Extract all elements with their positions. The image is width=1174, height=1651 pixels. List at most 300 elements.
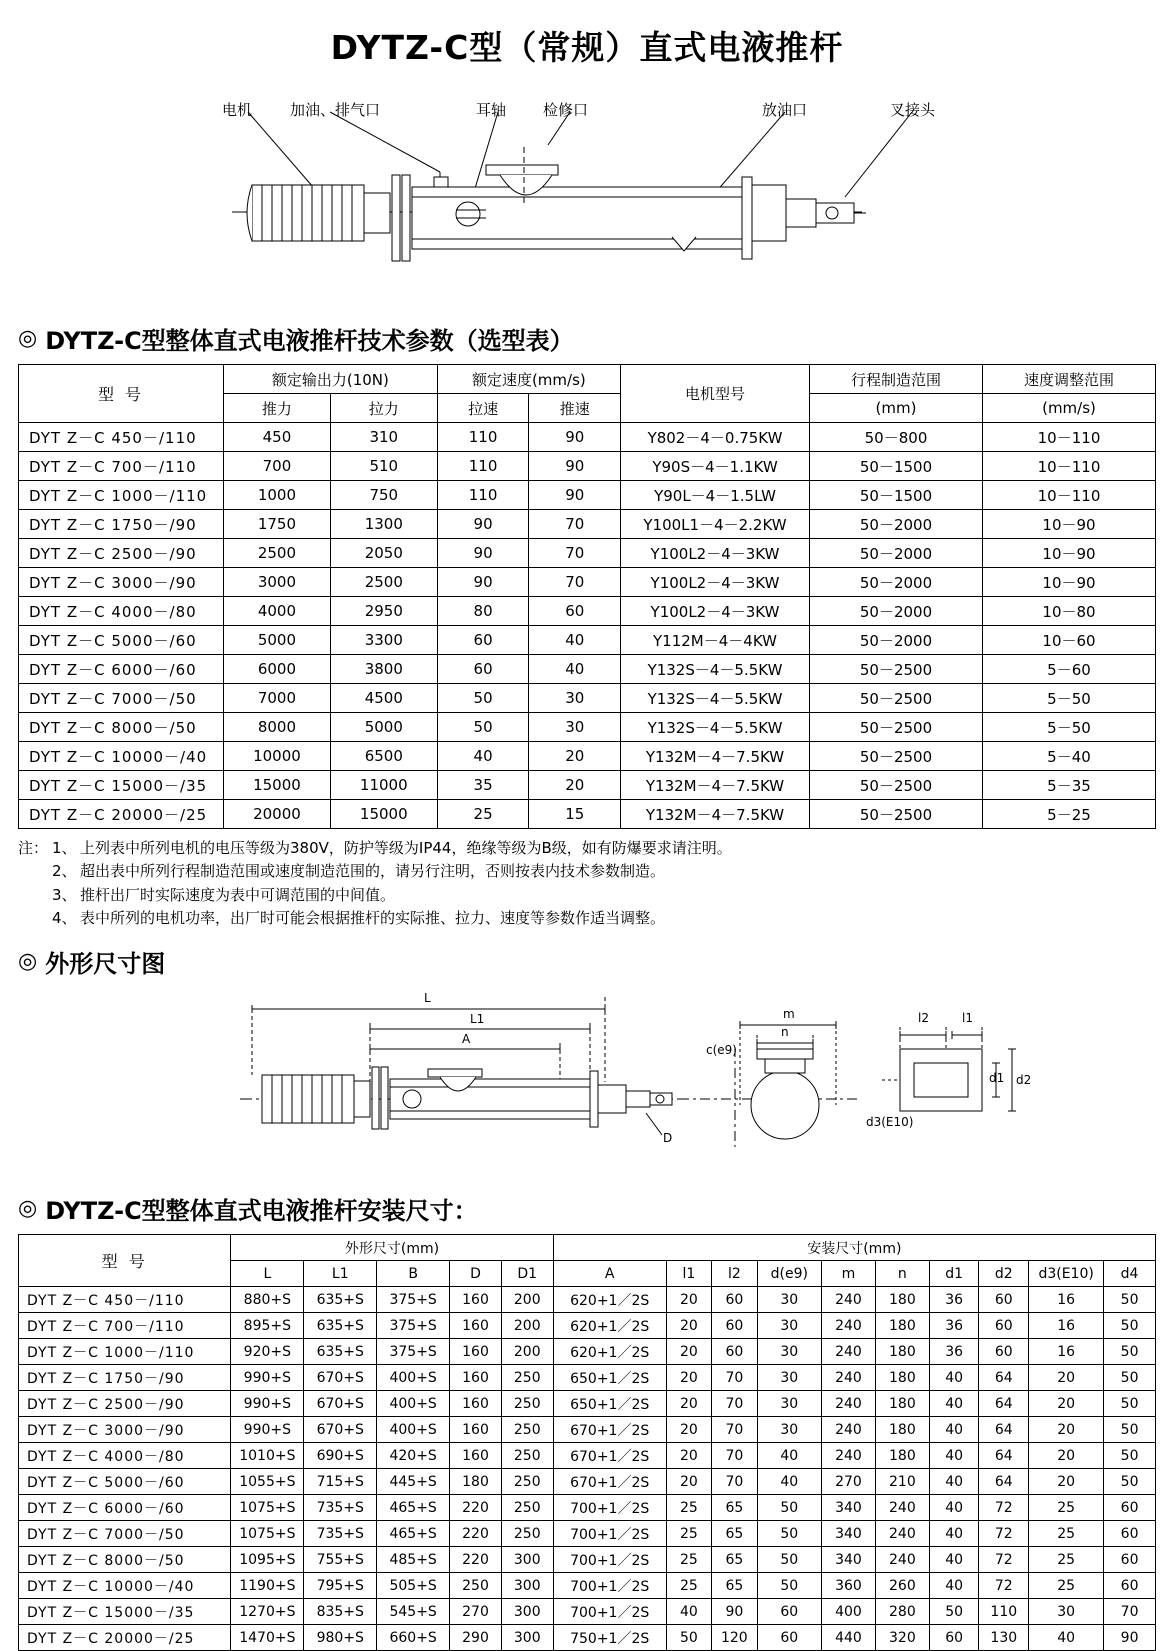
cell-value: 180 [875,1365,929,1391]
callout-trunnion: 耳轴 [476,101,507,119]
notes-block [18,837,1156,930]
cell-value: 50－2000 [810,568,983,597]
cell-value: 400+S [377,1417,450,1443]
cell-value: 70 [712,1443,757,1469]
note-index: 1、 [52,839,77,857]
cell-value: 400+S [377,1391,450,1417]
bullet-icon: ◎ [18,949,38,974]
col-d4: d4 [1104,1261,1156,1287]
cell-value: 300 [501,1625,553,1651]
cell-value: 700+1／2S [553,1573,666,1599]
cell-value: 50 [757,1495,821,1521]
cell-value: 715+S [304,1469,377,1495]
cell-value: 1750 [224,510,331,539]
cell-value: 25 [666,1495,711,1521]
table-row [19,1391,1156,1417]
table-row [19,684,1156,713]
table-row [19,1573,1156,1599]
cell-value: 795+S [304,1573,377,1599]
cell-value: 505+S [377,1573,450,1599]
col-d1: D1 [501,1261,553,1287]
cell-value: 2500 [330,568,437,597]
cell-value: 16 [1029,1287,1104,1313]
cell-value: 200 [501,1339,553,1365]
mount-section-heading [18,1191,1174,1226]
col-stroke-range: 行程制造范围 [810,365,983,394]
cell-value: 40 [437,742,529,771]
cell-value: 50－2500 [810,771,983,800]
note-index: 4、 [52,908,77,927]
cell-value: 180 [875,1339,929,1365]
cell-value: 20 [1029,1443,1104,1469]
cell-value: 30 [757,1365,821,1391]
cell-value: 65 [712,1521,757,1547]
cell-value: 50－2500 [810,800,983,829]
cell-value: 160 [450,1287,502,1313]
cell-value: 65 [712,1547,757,1573]
cell-model: DYT Z－C 1750－/90 [19,510,224,539]
callout-oil-fill-vent: 加油、排气口 [290,101,381,119]
cell-value: 670+S [304,1365,377,1391]
cell-value: 1470+S [231,1625,304,1651]
col-l1: l1 [666,1261,711,1287]
cell-value: 90 [437,510,529,539]
sub-pull-speed: 拉速 [437,394,529,423]
cell-value: 64 [979,1391,1029,1417]
cell-value: 240 [875,1495,929,1521]
cell-value: 660+S [377,1625,450,1651]
col-rated-speed: 额定速度(mm/s) [437,365,620,394]
cell-value: 25 [1029,1495,1104,1521]
cell-value: 70 [529,539,621,568]
cell-value: 340 [822,1495,876,1521]
note-row [18,884,1156,907]
cell-value: 50 [929,1599,979,1625]
table-row [19,423,1156,452]
table-header-row [19,365,1156,394]
cell-value: 64 [979,1365,1029,1391]
dim-label-d2: d2 [1016,1073,1032,1087]
cell-value: 1300 [330,510,437,539]
mounting-table [18,1234,1156,1651]
cell-value: 70 [529,510,621,539]
table-row [19,1495,1156,1521]
cell-value: 40 [929,1573,979,1599]
cell-value: Y132M－4－7.5KW [621,742,810,771]
cell-value: 20 [1029,1469,1104,1495]
table-row [19,655,1156,684]
table-row [19,510,1156,539]
col-mounting-dims: 安装尺寸(mm) [553,1235,1155,1261]
col-rated-force: 额定输出力(10N) [224,365,438,394]
cell-value: 1270+S [231,1599,304,1625]
cell-value: 50 [1104,1287,1156,1313]
cell-value: 180 [875,1417,929,1443]
cell-value: 690+S [304,1443,377,1469]
cell-value: 20000 [224,800,331,829]
cell-value: 30 [757,1313,821,1339]
cell-value: 120 [712,1625,757,1651]
cell-value: 60 [437,655,529,684]
cell-model: DYT Z－C 6000－/60 [19,655,224,684]
cell-value: 60 [529,597,621,626]
cell-value: 670+S [304,1417,377,1443]
col-speed-adjust-range: 速度调整范围 [983,365,1156,394]
cell-value: 20 [666,1443,711,1469]
col-n: n [875,1261,929,1287]
cell-value: 755+S [304,1547,377,1573]
dim-label-d4: D [663,1131,673,1145]
cell-value: 700 [224,452,331,481]
table-row [19,1625,1156,1651]
cell-value: 160 [450,1313,502,1339]
cell-value: 635+S [304,1313,377,1339]
cell-value: 72 [979,1495,1029,1521]
cell-value: 4500 [330,684,437,713]
cell-value: 240 [875,1521,929,1547]
cell-model: DYT Z－C 7000－/50 [19,684,224,713]
cell-value: 25 [437,800,529,829]
cell-value: 250 [501,1443,553,1469]
cell-value: 20 [666,1365,711,1391]
cell-value: 50 [666,1625,711,1651]
cell-value: 180 [875,1391,929,1417]
table-row [19,800,1156,829]
col-l: L [231,1261,304,1287]
cell-value: 670+1／2S [553,1417,666,1443]
cell-value: 70 [1104,1599,1156,1625]
cell-value: 920+S [231,1339,304,1365]
cell-model: DYT Z－C 450－/110 [19,423,224,452]
cell-value: Y132M－4－7.5KW [621,800,810,829]
cell-model: DYT Z－C 20000－/25 [19,800,224,829]
table-row [19,742,1156,771]
cell-value: 30 [529,684,621,713]
cell-value: 2500 [224,539,331,568]
cell-value: 440 [822,1625,876,1651]
cell-value: 735+S [304,1521,377,1547]
cell-value: 72 [979,1521,1029,1547]
cell-model: DYT Z－C 3000－/90 [19,568,224,597]
col-model: 型 号 [19,365,224,423]
cell-value: 15000 [224,771,331,800]
cell-value: 1190+S [231,1573,304,1599]
cell-value: 1055+S [231,1469,304,1495]
cell-value: 40 [929,1417,979,1443]
cell-value: 60 [757,1599,821,1625]
cell-value: 260 [875,1573,929,1599]
cell-value: 60 [929,1625,979,1651]
cell-model: DYT Z－C 3000－/90 [19,1417,231,1443]
table-row [19,771,1156,800]
product-diagram [0,77,1174,307]
table-row [19,1443,1156,1469]
table-row [19,1287,1156,1313]
table-row [19,1339,1156,1365]
cell-value: Y100L2－4－3KW [621,568,810,597]
note-spacer [18,907,52,930]
cell-value: 64 [979,1443,1029,1469]
cell-model: DYT Z－C 6000－/60 [19,1495,231,1521]
cell-value: 240 [822,1443,876,1469]
cell-model: DYT Z－C 2500－/90 [19,539,224,568]
col-a: A [553,1261,666,1287]
cell-value: 20 [666,1339,711,1365]
cell-model: DYT Z－C 450－/110 [19,1287,231,1313]
cell-value: 20 [666,1469,711,1495]
page-title: DYTZ-C型（常规）直式电液推杆 [330,28,844,67]
note-spacer [18,884,52,907]
cell-value: 25 [666,1547,711,1573]
col-d3e10: d3(E10) [1029,1261,1104,1287]
cell-value: 50 [437,713,529,742]
table-row [19,568,1156,597]
cell-value: 160 [450,1365,502,1391]
cell-value: 635+S [304,1287,377,1313]
cell-value: 50 [1104,1339,1156,1365]
cell-value: 180 [450,1469,502,1495]
cell-value: 240 [875,1547,929,1573]
cell-value: 160 [450,1391,502,1417]
cell-value: 8000 [224,713,331,742]
cell-value: 10－110 [983,452,1156,481]
cell-value: 50－1500 [810,481,983,510]
cell-value: 60 [1104,1495,1156,1521]
cell-value: 670+1／2S [553,1443,666,1469]
cell-value: 220 [450,1547,502,1573]
cell-value: 70 [712,1469,757,1495]
mount-section-title: DYTZ-C型整体直式电液推杆安装尺寸： [45,1197,478,1225]
col-l2: l2 [712,1261,757,1287]
note-index: 2、 [52,862,77,881]
cell-value: Y100L2－4－3KW [621,597,810,626]
cell-value: 30 [757,1287,821,1313]
cell-value: 16 [1029,1313,1104,1339]
cell-value: 60 [979,1313,1029,1339]
table-row [19,1365,1156,1391]
cell-value: 240 [822,1417,876,1443]
cell-value: 30 [757,1339,821,1365]
cell-value: 25 [1029,1547,1104,1573]
cell-model: DYT Z－C 1000－/110 [19,1339,231,1365]
cell-value: 3300 [330,626,437,655]
cell-value: 6000 [224,655,331,684]
cell-value: 160 [450,1443,502,1469]
cell-value: 990+S [231,1417,304,1443]
cell-value: 990+S [231,1391,304,1417]
cell-value: 700+1／2S [553,1599,666,1625]
cell-value: 320 [875,1625,929,1651]
cell-model: DYT Z－C 700－/110 [19,1313,231,1339]
cell-value: 60 [1104,1521,1156,1547]
cell-value: 290 [450,1625,502,1651]
cell-value: 60 [979,1287,1029,1313]
cell-value: 180 [875,1313,929,1339]
cell-value: 635+S [304,1339,377,1365]
cell-model: DYT Z－C 4000－/80 [19,597,224,626]
cell-value: 210 [875,1469,929,1495]
dim-label-l2: l2 [918,1011,929,1025]
cell-value: 250 [450,1573,502,1599]
cell-value: 620+1／2S [553,1313,666,1339]
col-motor-model: 电机型号 [621,365,810,423]
cell-value: 20 [666,1287,711,1313]
dim-section-heading [18,944,1174,979]
cell-value: 160 [450,1417,502,1443]
cell-value: 250 [501,1365,553,1391]
cell-value: 10－90 [983,568,1156,597]
cell-value: 50－2000 [810,626,983,655]
cell-value: 25 [666,1573,711,1599]
cell-value: 250 [501,1495,553,1521]
sub-stroke-unit: (mm) [810,394,983,423]
cell-value: 5000 [224,626,331,655]
cell-value: 65 [712,1573,757,1599]
cell-value: 110 [437,481,529,510]
cell-value: 240 [822,1391,876,1417]
cell-value: 16 [1029,1339,1104,1365]
cell-value: 64 [979,1469,1029,1495]
cell-value: 25 [666,1521,711,1547]
cell-value: 835+S [304,1599,377,1625]
cell-value: 20 [666,1313,711,1339]
note-row [18,860,1156,883]
dim-label-A: A [462,1032,471,1046]
cell-model: DYT Z－C 7000－/50 [19,1521,231,1547]
cell-model: DYT Z－C 8000－/50 [19,1547,231,1573]
cell-value: 650+1／2S [553,1365,666,1391]
table-row [19,1547,1156,1573]
cell-value: 50－2500 [810,684,983,713]
cell-value: 250 [501,1417,553,1443]
dimension-drawing [0,987,1174,1177]
cell-model: DYT Z－C 10000－/40 [19,742,224,771]
cell-value: Y100L1－4－2.2KW [621,510,810,539]
cell-value: 50 [1104,1443,1156,1469]
cell-value: 36 [929,1313,979,1339]
table-row [19,452,1156,481]
cell-value: 1075+S [231,1521,304,1547]
cell-value: 375+S [377,1287,450,1313]
cell-value: 72 [979,1573,1029,1599]
cell-value: 180 [875,1443,929,1469]
cell-value: Y132S－4－5.5KW [621,655,810,684]
cell-value: 60 [712,1287,757,1313]
cell-value: 10－90 [983,510,1156,539]
note-index: 3、 [52,885,77,904]
cell-value: 64 [979,1417,1029,1443]
cell-value: 5－35 [983,771,1156,800]
cell-value: 300 [501,1599,553,1625]
cell-value: 300 [501,1547,553,1573]
table-row [19,1313,1156,1339]
bullet-icon: ◎ [18,326,38,351]
cell-value: 20 [1029,1417,1104,1443]
table-row [19,626,1156,655]
cell-value: 1010+S [231,1443,304,1469]
cell-value: 50 [437,684,529,713]
cell-value: 5－60 [983,655,1156,684]
cell-value: 250 [501,1469,553,1495]
table-row [19,539,1156,568]
cell-value: 465+S [377,1495,450,1521]
cell-value: 40 [1029,1625,1104,1651]
cell-model: DYT Z－C 700－/110 [19,452,224,481]
cell-value: 40 [757,1443,821,1469]
cell-value: 270 [822,1469,876,1495]
cell-value: 280 [875,1599,929,1625]
cell-model: DYT Z－C 8000－/50 [19,713,224,742]
cell-value: 50 [1104,1313,1156,1339]
callout-motor: 电机 [222,101,253,119]
cell-model: DYT Z－C 1750－/90 [19,1365,231,1391]
cell-value: 50－2500 [810,742,983,771]
cell-value: 40 [929,1443,979,1469]
cell-value: 20 [666,1391,711,1417]
cell-value: 50 [1104,1417,1156,1443]
notes-label: 注： [18,839,49,857]
cell-value: 25 [1029,1521,1104,1547]
cell-value: 160 [450,1339,502,1365]
cell-model: DYT Z－C 15000－/35 [19,1599,231,1625]
cell-value: 400 [822,1599,876,1625]
cell-value: 545+S [377,1599,450,1625]
cell-value: 50－2500 [810,655,983,684]
dim-label-L: L [424,991,431,1005]
cell-value: 90 [1104,1625,1156,1651]
cell-value: 30 [1029,1599,1104,1625]
callout-drain-port: 放油口 [762,101,808,119]
cell-model: DYT Z－C 5000－/60 [19,626,224,655]
cell-value: 3000 [224,568,331,597]
table-row [19,713,1156,742]
table-row [19,1521,1156,1547]
cell-value: 895+S [231,1313,304,1339]
dim-label-d3-e10: d3(E10) [866,1115,914,1129]
spec-table [18,364,1156,829]
cell-value: 420+S [377,1443,450,1469]
note-text: 上列表中所列电机的电压等级为380V，防护等级为IP44，绝缘等级为B级，如有防爆要求请注明。 [80,839,732,857]
cell-value: 90 [437,539,529,568]
cell-value: 735+S [304,1495,377,1521]
cell-value: 20 [1029,1391,1104,1417]
cell-value: 180 [875,1287,929,1313]
cell-value: 10－80 [983,597,1156,626]
cell-value: 15 [529,800,621,829]
cell-model: DYT Z－C 1000－/110 [19,481,224,510]
cell-value: 5－50 [983,713,1156,742]
note-row [18,907,1156,930]
cell-value: 10－110 [983,423,1156,452]
cell-value: 750 [330,481,437,510]
col-outline-dims: 外形尺寸(mm) [231,1235,553,1261]
dim-label-l1: l1 [962,1011,973,1025]
sub-push-force: 推力 [224,394,331,423]
cell-value: 36 [929,1287,979,1313]
note-row [18,837,1156,860]
cell-value: 50 [757,1547,821,1573]
cell-value: 50－2500 [810,713,983,742]
cell-value: 60 [1104,1547,1156,1573]
cell-value: 1095+S [231,1547,304,1573]
cell-value: 5000 [330,713,437,742]
cell-value: 15000 [330,800,437,829]
note-text: 表中所列的电机功率，出厂时可能会根据推杆的实际推、拉力、速度等参数作适当调整。 [80,908,666,927]
cell-value: 270 [450,1599,502,1625]
cell-value: 700+1／2S [553,1547,666,1573]
cell-value: Y802－4－0.75KW [621,423,810,452]
cell-value: 10－110 [983,481,1156,510]
